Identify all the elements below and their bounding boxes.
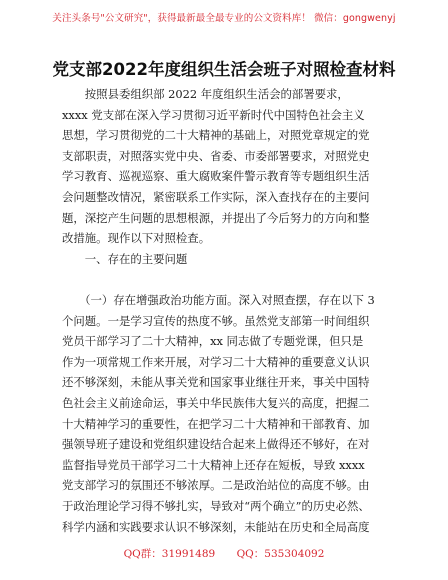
intro-paragraph: [62, 84, 392, 249]
text-line: 会问题整改情况，紧密联系工作实际，深入查找存在的主要问: [62, 189, 370, 204]
text-line: 还不够深刻，未能从事关党和国家事业继往开来，事关中国特: [62, 375, 370, 390]
text-line: 强领导班子建设和党组织建设结合起来上做得还不够好，在对: [62, 437, 370, 452]
section-heading-text: 一、存在的主要问题: [62, 252, 188, 266]
section-heading: [62, 249, 392, 270]
page-footer: [0, 546, 448, 561]
text-line: 作为一项常规工作来开展，对学习二十大精神的重要意义认识: [62, 354, 370, 369]
text-line: 科学内涵和实践要求认识不够深刻，未能站在历史和全局高度: [62, 519, 370, 534]
text-line: （一）存在增强政治功能方面。深入对照查摆，存在以下 3: [62, 293, 375, 307]
text-line: 学习教育、巡视巡察、重大腐败案件警示教育等专题组织生活: [62, 169, 370, 184]
text-line: 改措施。现作以下对照检查。: [62, 231, 211, 246]
text-line: 党员干部学习了二十大精神，xx 同志做了专题党课，但只是: [62, 334, 364, 349]
text-line: 监督指导党员干部学习二十大精神上还存在短板，导致 xxxx: [62, 457, 365, 472]
footer-qq-group: QQ群：31991489: [123, 548, 216, 560]
text-line: xxxx 党支部在深入学习贯彻习近平新时代中国特色社会主义: [62, 107, 365, 122]
text-line: 党支部学习的氛围还不够浓厚。二是政治站位的高度不够。由: [62, 478, 370, 493]
text-line: 十大精神学习的重要性，在把学习二十大精神和干部教育、加: [62, 416, 370, 431]
text-line: 色社会主义前途命运，事关中华民族伟大复兴的高度，把握二: [62, 395, 370, 410]
text-line: 题，深挖产生问题的思想根源，并提出了今后努力的方向和整: [62, 210, 370, 225]
header-banner: 关注头条号"公文研究"，获得最新最全最专业的公文资料库！ 微信：gongwenyj: [52, 13, 396, 24]
footer-qq: QQ：535304092: [236, 548, 325, 560]
text-line: 个问题。一是学习宣传的热度不够。虽然党支部第一时间组织: [62, 313, 370, 328]
document-title: 党支部2022年度组织生活会班子对照检查材料: [52, 60, 396, 79]
text-line: 于政治理论学习得不够扎实，导致对“两个确立”的历史必然、: [62, 498, 370, 513]
body-paragraph: [62, 290, 392, 537]
text-line: 思想，学习贯彻党的二十大精神的基础上，对照党章规定的党: [62, 128, 370, 143]
text-line: 支部职责，对照落实党中央、省委、市委部署要求，对照党史: [62, 148, 370, 163]
text-line: 按照县委组织部 2022 年度组织生活会的部署要求，: [62, 87, 349, 101]
